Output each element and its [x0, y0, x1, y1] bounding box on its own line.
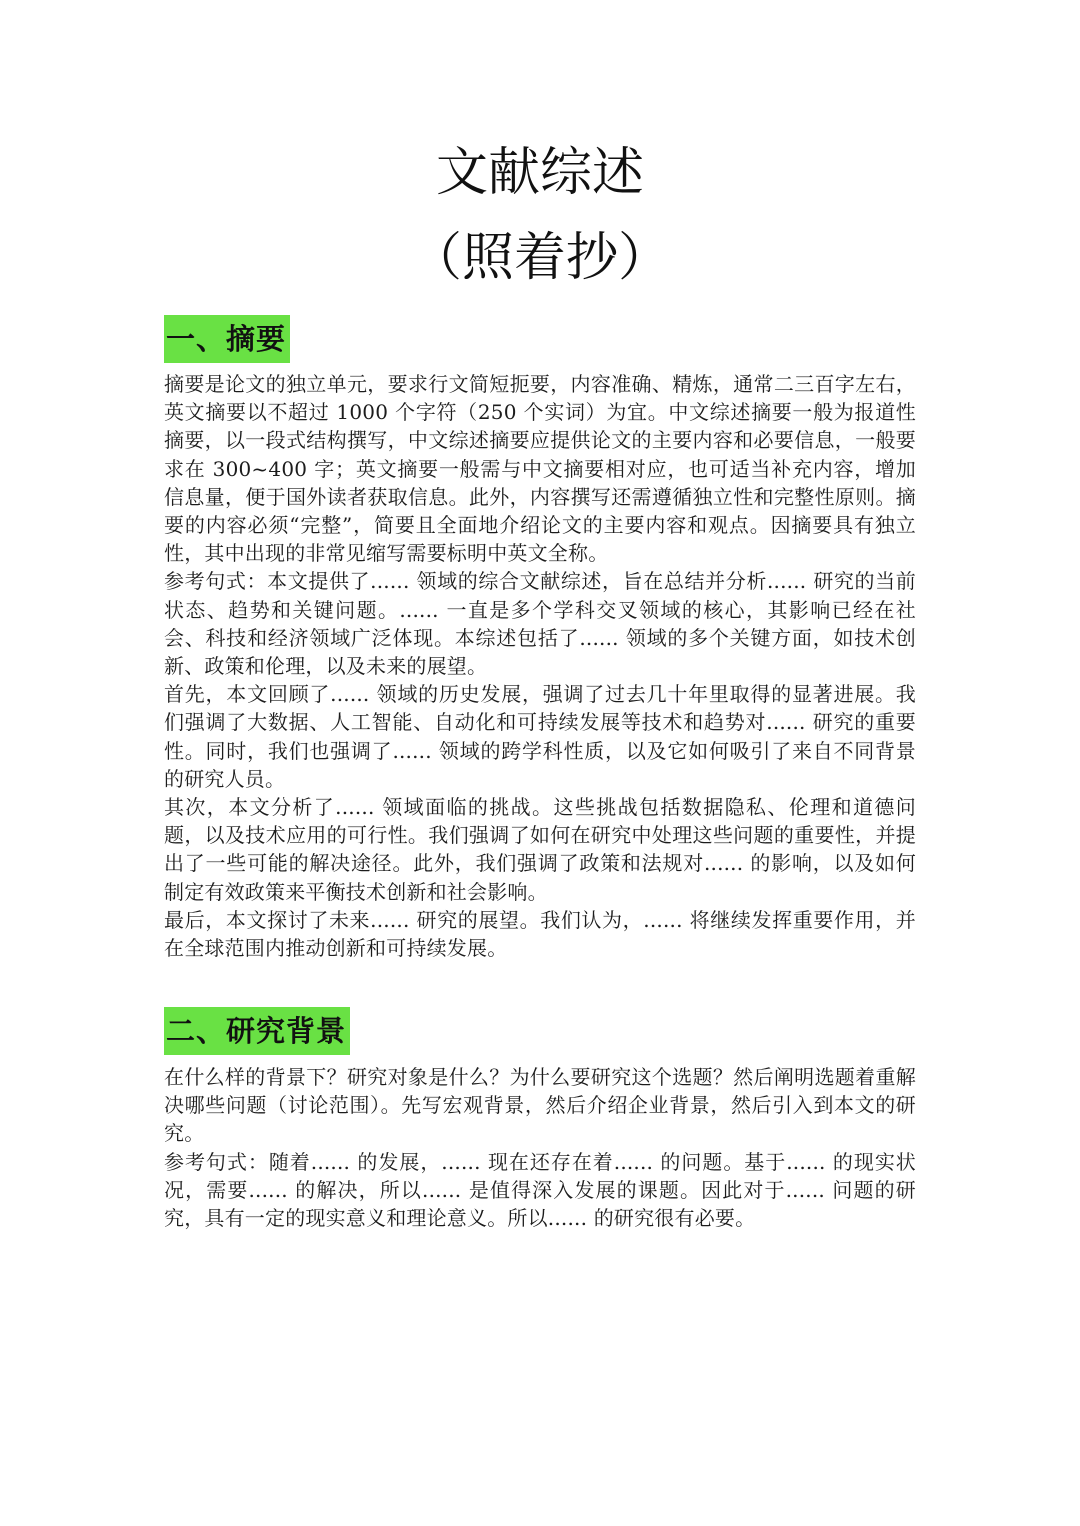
paragraph: 在什么样的背景下？研究对象是什么？为什么要研究这个选题？然后阐明选题着重解决哪些问题（讨论范围）。先写宏观背景，然后介绍企业背景，然后引入到本文的研究。: [164, 1065, 916, 1146]
paragraph: 其次，本文分析了...... 领域面临的挑战。这些挑战包括数据隐私、伦理和道德问题，以及技术应用的可行性。我们强调了如何在研究中处理这些问题的重要性，并提出了一些可能的解决途径。此外，我们强调了政策和法规对...... 的影响，以及如何制定有效政策来平衡技术创新和社会影响。: [164, 795, 916, 904]
paragraph: 最后，本文探讨了未来...... 研究的展望。我们认为，...... 将继续发挥重要作用，并在全球范围内推动创新和可持续发展。: [164, 907, 916, 961]
section-heading-background: 二、研究背景: [164, 1007, 350, 1055]
paragraph: 首先，本文回顾了...... 领域的历史发展，强调了过去几十年里取得的显著进展。我们强调了大数据、人工智能、自动化和可持续发展等技术和趋势对...... 研究的重要性。同时，我们也强调了...... 领域的跨学科性质，以及它如何吸引了来自不同背景的研究人员。: [164, 682, 916, 791]
paragraph: 参考句式：随着...... 的发展，...... 现在还存在着...... 的问题。基于...... 的现实状况，需要...... 的解决，所以...... 是值得深入发展的课题。因此对于...... 问题的研究，具有一定的现实意义和理论意义。所以...... 的研究很有必要。: [164, 1149, 916, 1231]
section-heading-abstract: 一、摘要: [164, 315, 290, 363]
paragraph: 摘要是论文的独立单元，要求行文简短扼要，内容准确、精炼，通常二三百字左右，英文摘要以不超过 1000 个字符（250 个实词）为宜。中文综述摘要一般为报道性摘要，以一段式结构撰写，中文综述摘要应提供论文的主要内容和必要信息，一般要求在 300~400 字；英文摘要一般需与中文摘要相对应，也可适当补充内容，增加信息量，便于国外读者获取信息。此外，内容撰写还需遵循独立性和完整性原则。摘要的内容必须“完整”，简要且全面地介绍论文的主要内容和观点。因摘要具有独立性，其中出现的非常见缩写需要标明中英文全称。: [164, 372, 916, 566]
section-body-abstract: [164, 370, 916, 962]
paragraph: 参考句式：本文提供了...... 领域的综合文献综述，旨在总结并分析...... 研究的当前状态、趋势和关键问题。...... 一直是多个学科交叉领域的核心，其影响已经在社会、科技和经济领域广泛体现。本综述包括了...... 领域的多个关键方面，如技术创新、政策和伦理，以及未来的展望。: [164, 569, 916, 679]
document-title: 文献综述: [435, 143, 644, 203]
section-body-background: [164, 1063, 916, 1232]
document-subtitle: （照着抄）: [409, 228, 670, 288]
